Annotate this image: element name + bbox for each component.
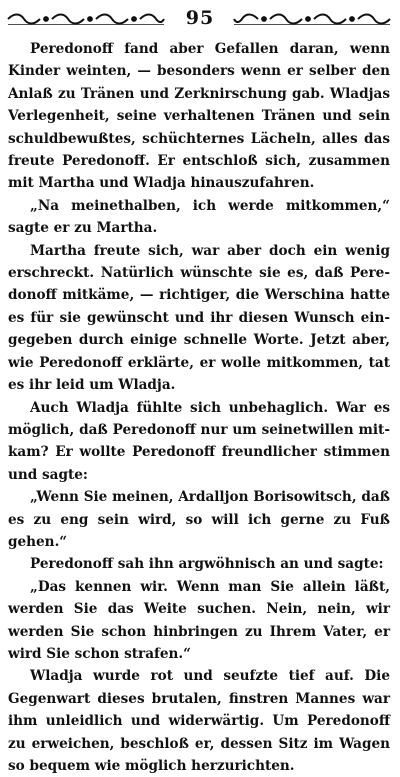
page-header xyxy=(0,6,400,32)
paragraph: Martha freute sich, war aber doch ein wenig erschreckt. Natürlich wünschte sie es, daß Peredonoff mitkäme, — richtiger, die Werschina hatte es für sie gewünscht und ihr diesen Wunsch eingegeben durch einige schnelle Worte. Jetzt aber, wie Peredonoff erklärte, er wolle mitkommen, tat es ihr leid um Wladja. xyxy=(8,242,390,394)
page-number: 95 xyxy=(185,7,215,29)
paragraph: Wladja wurde rot und seufzte tief auf. Die Gegenwart dieses brutalen, finstren Mannes war ihm unleidlich und widerwärtig. Um Peredonoff zu erweichen, beschloß er, dessen Sitz im Wagen so bequem wie möglich herzurichten. xyxy=(8,668,390,774)
paragraph: Peredonoff fand aber Gefallen daran, wenn Kinder weinten, — besonders wenn er selber den Anlaß zu Tränen und Zerknirschung gab. Wladjas Verlegenheit, seine verhaltenen Tränen und sein schuldbewußtes, schüchternes Lächeln, alles das freute Peredonoff. Er entschloß sich, zusammen mit Martha und Wladja hinauszufahren. xyxy=(8,41,390,192)
paragraph: „Na meinethalben, ich werde mitkommen,“ sagte er zu Martha. xyxy=(8,197,390,237)
body-text xyxy=(8,38,390,777)
paragraph: „Das kennen wir. Wenn man Sie allein läßt, werden Sie das Weite suchen. Nein, nein, wir werden Sie schon hinbringen zu Ihrem Vater, er wird Sie schon strafen.“ xyxy=(8,578,390,662)
paragraph: „Wenn Sie meinen, Ardalljon Borisowitsch, daß es zu eng sein wird, so will ich gerne zu Fuß gehen.“ xyxy=(8,489,390,550)
right-ornament xyxy=(232,12,392,26)
paragraph: Auch Wladja fühlte sich unbehaglich. War es möglich, daß Peredonoff nur um seinetwillen mitkam? Er wollte Peredonoff freundlicher stimmen und sagte: xyxy=(8,399,390,483)
paragraph: Peredonoff sah ihn argwöhnisch an und sagte: xyxy=(30,556,384,573)
